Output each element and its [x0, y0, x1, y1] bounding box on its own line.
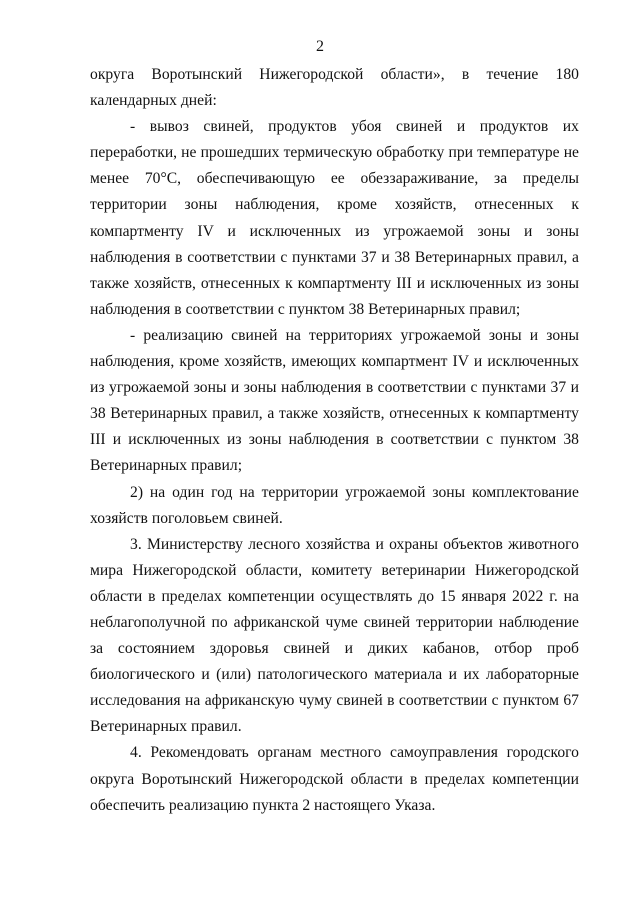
paragraph-6: 4. Рекомендовать органам местного самоуправления городского округа Воротынский Нижегородской области в пределах компетенции обеспечить реализацию пункта 2 настоящего Указа. — [90, 744, 579, 814]
paragraph-5: 3. Министерству лесного хозяйства и охраны объектов животного мира Нижегородской области, комитету ветеринарии Нижегородской области в пределах компетенции осуществлять до 15 января 2022 г. на неблагополучной по африканской чуме свиней территории наблюдение за состоянием здоровья свиней и диких кабанов, отбор проб биологического и (или) патологического материала и их лабораторные исследования на африканскую чуму свиней в соответствии с пунктом 67 Ветеринарных правил. — [90, 535, 579, 736]
paragraph-4: 2) на один год на территории угрожаемой зоны комплектование хозяйств поголовьем свиней. — [90, 483, 579, 527]
document-body — [90, 62, 579, 819]
page-number: 2 — [316, 38, 324, 55]
paragraph-1: округа Воротынский Нижегородской области», в течение 180 календарных дней: — [90, 66, 579, 110]
paragraph-2: - вывоз свиней, продуктов убоя свиней и продуктов их переработки, не прошедших термическую обработку при температуре не менее 70°С, обеспечивающую ее обеззараживание, за пределы территории зоны наблюдения, кроме хозяйств, отнесенных к компартменту IV и исключенных из угрожаемой зоны и зоны наблюдения в соответствии с пунктами 37 и 38 Ветеринарных правил, а также хозяйств, отнесенных к компартменту III и исключенных из зоны наблюдения в соответствии с пунктом 38 Ветеринарных правил; — [90, 118, 579, 318]
paragraph-3: - реализацию свиней на территориях угрожаемой зоны и зоны наблюдения, кроме хозяйств, имеющих компартмент IV и исключенных из угрожаемой зоны и зоны наблюдения в соответствии с пунктами 37 и 38 Ветеринарных правил, а также хозяйств, отнесенных к компартменту III и исключенных из зоны наблюдения в соответствии с пунктом 38 Ветеринарных правил; — [90, 326, 579, 475]
